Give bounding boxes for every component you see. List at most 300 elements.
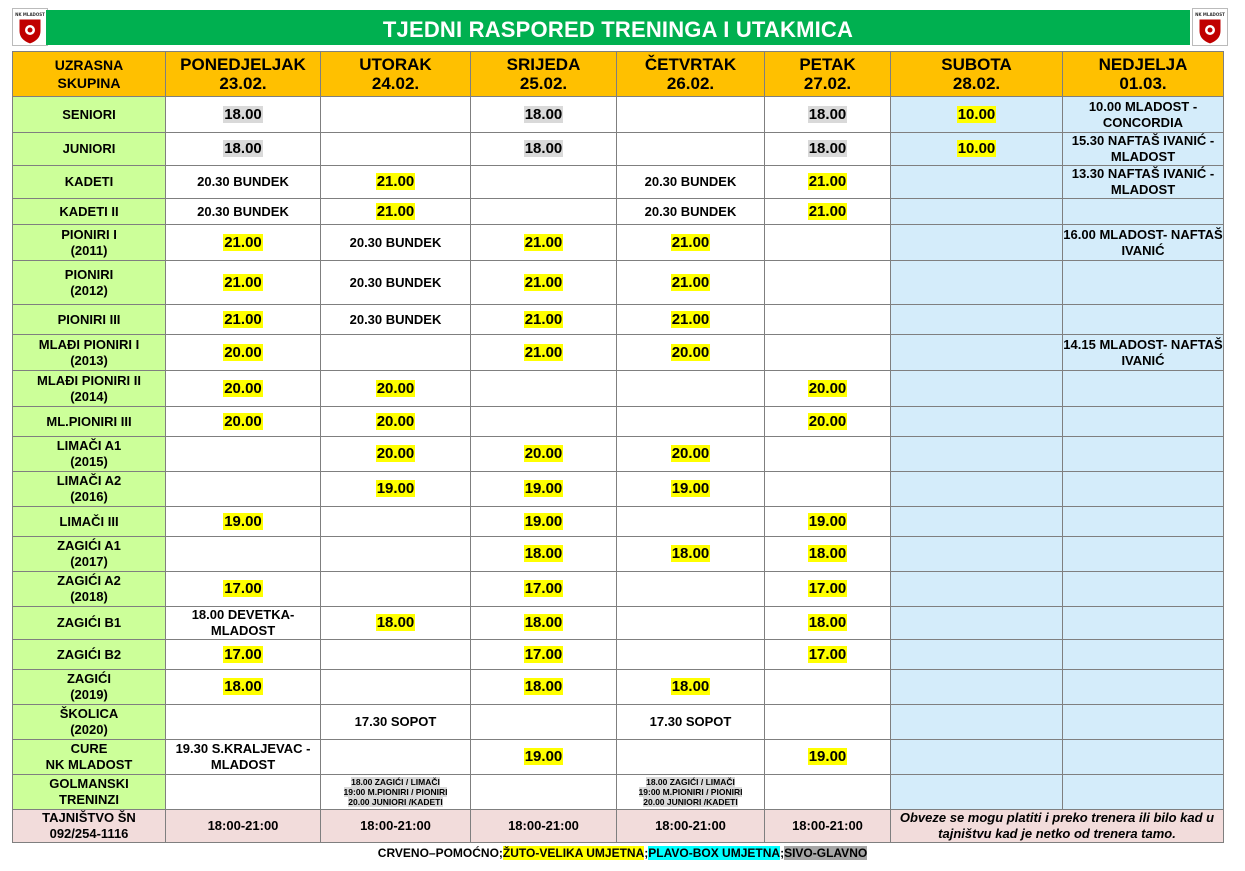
club-logo-left bbox=[12, 8, 48, 46]
group-cell bbox=[13, 305, 166, 335]
schedule-cell bbox=[765, 407, 891, 437]
group-label-line: ŠKOLICA bbox=[59, 706, 119, 721]
table-row bbox=[13, 705, 1224, 740]
table-row bbox=[13, 537, 1224, 572]
goalkeeper-line: 19:00 M.PIONIRI / PIONIRI bbox=[638, 787, 743, 797]
schedule-cell bbox=[471, 705, 617, 740]
time-badge: 18.00 bbox=[671, 545, 710, 562]
time-badge: 21.00 bbox=[524, 343, 563, 361]
table-row bbox=[13, 472, 1224, 507]
time-badge: 17.00 bbox=[524, 645, 563, 663]
group-cell bbox=[13, 640, 166, 670]
time-badge: 17.00 bbox=[524, 580, 563, 597]
time-badge: 21.00 bbox=[524, 310, 563, 328]
group-label-line: TAJNIŠTVO ŠN bbox=[42, 810, 136, 825]
group-label-line: ML.PIONIRI III bbox=[46, 413, 132, 429]
group-label-line: (2015) bbox=[70, 454, 108, 469]
schedule-cell bbox=[1063, 437, 1224, 472]
office-hours: 18:00-21:00 bbox=[321, 810, 471, 843]
schedule-cell bbox=[617, 472, 765, 507]
schedule-cell bbox=[321, 437, 471, 472]
group-label-line: LIMAČI III bbox=[59, 513, 119, 529]
time-badge: 17.00 bbox=[224, 645, 262, 663]
schedule-cell bbox=[617, 97, 765, 133]
group-cell bbox=[13, 261, 166, 305]
schedule-cell bbox=[765, 335, 891, 371]
time-badge: 21.00 bbox=[524, 233, 563, 251]
schedule-cell bbox=[471, 305, 617, 335]
group-label-line: MLAĐI PIONIRI II bbox=[37, 372, 141, 388]
schedule-cell bbox=[765, 225, 891, 261]
schedule-cell bbox=[765, 97, 891, 133]
group-label-line: (2017) bbox=[70, 554, 108, 569]
schedule-cell bbox=[166, 371, 321, 407]
schedule-cell bbox=[765, 133, 891, 166]
schedule-cell bbox=[1063, 305, 1224, 335]
schedule-cell bbox=[166, 199, 321, 225]
schedule-cell bbox=[321, 572, 471, 607]
table-row bbox=[13, 775, 1224, 810]
schedule-cell bbox=[1063, 640, 1224, 670]
schedule-cell bbox=[617, 775, 765, 810]
legend-blue-label: PLAVO bbox=[648, 846, 689, 860]
schedule-cell bbox=[891, 740, 1063, 775]
schedule-cell bbox=[471, 225, 617, 261]
schedule-cell bbox=[471, 670, 617, 705]
table-row bbox=[13, 640, 1224, 670]
location-time: 17.30 SOPOT bbox=[649, 714, 732, 729]
group-label-line: SKUPINA bbox=[57, 75, 121, 91]
group-cell bbox=[13, 705, 166, 740]
match-text: 19.30 S.KRALJEVAC - MLADOST bbox=[175, 741, 311, 772]
office-hours: 18:00-21:00 bbox=[166, 810, 321, 843]
day-date: 27.02. bbox=[803, 74, 852, 93]
schedule-cell bbox=[1063, 225, 1224, 261]
day-date: 23.02. bbox=[219, 74, 267, 93]
time-badge: 18.00 bbox=[224, 140, 262, 157]
day-date: 28.02. bbox=[952, 74, 1001, 93]
schedule-cell bbox=[617, 705, 765, 740]
group-label-line: PIONIRI bbox=[64, 266, 114, 282]
goalkeeper-times bbox=[321, 777, 470, 807]
time-badge: 18.00 bbox=[524, 678, 563, 695]
time-badge: 17.00 bbox=[224, 580, 262, 597]
schedule-cell bbox=[1063, 166, 1224, 199]
schedule-cell bbox=[891, 705, 1063, 740]
time-badge: 21.00 bbox=[524, 273, 563, 291]
schedule-cell bbox=[617, 407, 765, 437]
schedule-cell bbox=[1063, 537, 1224, 572]
table-row bbox=[13, 572, 1224, 607]
schedule-cell bbox=[321, 740, 471, 775]
table-row bbox=[13, 261, 1224, 305]
time-badge: 20.00 bbox=[224, 343, 262, 361]
group-label-line: UZRASNA bbox=[54, 57, 124, 73]
schedule-cell bbox=[321, 133, 471, 166]
time-badge: 18.00 bbox=[524, 545, 563, 562]
table-row bbox=[13, 407, 1224, 437]
group-cell bbox=[13, 437, 166, 472]
group-cell bbox=[13, 407, 166, 437]
group-cell bbox=[13, 507, 166, 537]
location-time: 20.30 BUNDEK bbox=[197, 174, 289, 189]
schedule-cell bbox=[471, 97, 617, 133]
location-time: 20.30 BUNDEK bbox=[197, 203, 289, 219]
time-badge: 20.00 bbox=[524, 445, 563, 462]
table-row bbox=[13, 225, 1224, 261]
time-badge: 10.00 bbox=[957, 105, 996, 123]
day-date: 24.02. bbox=[371, 74, 420, 93]
color-legend bbox=[0, 846, 1245, 860]
day-name: PONEDJELJAK bbox=[180, 55, 306, 74]
table-row bbox=[13, 97, 1224, 133]
schedule-cell bbox=[471, 166, 617, 199]
goalkeeper-line: 20.00 JUNIORI /KADETI bbox=[643, 797, 738, 807]
schedule-cell bbox=[617, 335, 765, 371]
schedule-cell bbox=[617, 305, 765, 335]
time-badge: 19.00 bbox=[524, 748, 563, 765]
schedule-cell bbox=[166, 607, 321, 640]
schedule-cell bbox=[321, 371, 471, 407]
schedule-cell bbox=[891, 335, 1063, 371]
schedule-cell bbox=[471, 199, 617, 225]
group-label-line: JUNIORI bbox=[62, 141, 116, 156]
time-badge: 19.00 bbox=[224, 512, 262, 530]
header-day-1 bbox=[321, 52, 471, 97]
group-cell bbox=[13, 225, 166, 261]
header-day-0 bbox=[166, 52, 321, 97]
group-cell bbox=[13, 335, 166, 371]
match-text: 16.00 MLADOST- NAFTAŠ IVANIĆ bbox=[1063, 226, 1223, 258]
group-label-line: (2011) bbox=[70, 242, 108, 258]
match-text: 15.30 NAFTAŠ IVANIĆ - MLADOST bbox=[1071, 133, 1215, 164]
table-row bbox=[13, 335, 1224, 371]
schedule-cell bbox=[471, 371, 617, 407]
location-time: 17.30 SOPOT bbox=[354, 714, 437, 729]
schedule-cell bbox=[321, 407, 471, 437]
schedule-cell bbox=[891, 670, 1063, 705]
schedule-cell bbox=[891, 199, 1063, 225]
legend-yellow-label: ŽUTO bbox=[502, 846, 536, 860]
day-name: NEDJELJA bbox=[1098, 55, 1188, 74]
group-label-line: (2016) bbox=[70, 489, 108, 504]
schedule-cell bbox=[891, 166, 1063, 199]
schedule-cell bbox=[765, 437, 891, 472]
schedule-cell bbox=[471, 335, 617, 371]
time-badge: 19.00 bbox=[808, 748, 847, 765]
time-badge: 19.00 bbox=[671, 480, 710, 497]
table-row bbox=[13, 607, 1224, 640]
group-label-line: (2014) bbox=[70, 388, 108, 404]
time-badge: 18.00 bbox=[808, 545, 847, 562]
group-cell bbox=[13, 740, 166, 775]
match-text: 10.00 MLADOST - CONCORDIA bbox=[1088, 98, 1198, 130]
schedule-cell bbox=[891, 537, 1063, 572]
time-badge: 18.00 bbox=[224, 678, 262, 695]
group-label-line: ZAGIĆI B1 bbox=[56, 615, 122, 630]
schedule-cell bbox=[765, 740, 891, 775]
group-label-line: (2012) bbox=[70, 282, 108, 298]
schedule-cell bbox=[617, 133, 765, 166]
table-row bbox=[13, 166, 1224, 199]
schedule-cell bbox=[1063, 607, 1224, 640]
group-label-line: (2013) bbox=[70, 352, 108, 368]
group-cell bbox=[13, 371, 166, 407]
group-label-line: CURE bbox=[70, 741, 108, 756]
office-hours: 18:00-21:00 bbox=[617, 810, 765, 843]
schedule-cell bbox=[1063, 261, 1224, 305]
schedule-cell bbox=[891, 572, 1063, 607]
time-badge: 17.00 bbox=[808, 580, 847, 597]
schedule-cell bbox=[617, 607, 765, 640]
schedule-cell bbox=[471, 640, 617, 670]
schedule-cell bbox=[891, 305, 1063, 335]
group-label-line: GOLMANSKI bbox=[49, 776, 129, 791]
schedule-cell bbox=[891, 225, 1063, 261]
schedule-cell bbox=[1063, 670, 1224, 705]
time-badge: 20.00 bbox=[224, 412, 262, 430]
schedule-cell bbox=[321, 775, 471, 810]
time-badge: 18.00 bbox=[524, 105, 563, 123]
schedule-cell bbox=[765, 507, 891, 537]
club-logo-right bbox=[1192, 8, 1228, 46]
schedule-cell bbox=[1063, 507, 1224, 537]
time-badge: 18.00 bbox=[224, 105, 262, 123]
schedule-cell bbox=[765, 371, 891, 407]
time-badge: 18.00 bbox=[671, 678, 710, 695]
schedule-cell bbox=[765, 537, 891, 572]
schedule-cell bbox=[166, 507, 321, 537]
table-row bbox=[13, 133, 1224, 166]
time-badge: 19.00 bbox=[808, 512, 847, 530]
schedule-cell bbox=[166, 133, 321, 166]
schedule-cell bbox=[1063, 371, 1224, 407]
schedule-cell bbox=[617, 572, 765, 607]
schedule-cell bbox=[617, 507, 765, 537]
header-day-2 bbox=[471, 52, 617, 97]
schedule-cell bbox=[617, 740, 765, 775]
goalkeeper-line: 18.00 ZAGIĆI / LIMAČI bbox=[351, 777, 440, 787]
time-badge: 18.00 bbox=[808, 105, 847, 123]
schedule-cell bbox=[471, 472, 617, 507]
schedule-table bbox=[12, 51, 1224, 843]
schedule-cell bbox=[471, 507, 617, 537]
group-cell bbox=[13, 166, 166, 199]
schedule-cell bbox=[891, 775, 1063, 810]
group-cell bbox=[13, 607, 166, 640]
legend-sep: ; bbox=[780, 846, 785, 860]
group-cell bbox=[13, 472, 166, 507]
schedule-cell bbox=[891, 97, 1063, 133]
header-day-6 bbox=[1063, 52, 1224, 97]
goalkeeper-line: 19:00 M.PIONIRI / PIONIRI bbox=[343, 787, 448, 797]
table-row bbox=[13, 437, 1224, 472]
schedule-cell bbox=[765, 572, 891, 607]
schedule-cell bbox=[617, 437, 765, 472]
schedule-cell bbox=[321, 472, 471, 507]
group-label-line: ZAGIĆI A2 bbox=[57, 573, 121, 588]
schedule-cell bbox=[617, 166, 765, 199]
group-label-line: PIONIRI I bbox=[61, 226, 117, 242]
schedule-cell bbox=[166, 705, 321, 740]
time-badge: 20.00 bbox=[671, 445, 710, 462]
day-name: UTORAK bbox=[359, 55, 432, 74]
group-label-line: NK MLADOST bbox=[45, 757, 133, 772]
group-cell bbox=[13, 572, 166, 607]
schedule-cell bbox=[617, 537, 765, 572]
group-cell bbox=[13, 670, 166, 705]
time-badge: 17.00 bbox=[808, 645, 847, 663]
time-badge: 20.00 bbox=[224, 379, 262, 397]
match-text: 14.15 MLADOST- NAFTAŠ IVANIĆ bbox=[1063, 336, 1223, 368]
schedule-cell bbox=[321, 705, 471, 740]
schedule-cell bbox=[166, 670, 321, 705]
schedule-cell bbox=[471, 537, 617, 572]
table-row bbox=[13, 199, 1224, 225]
time-badge: 21.00 bbox=[376, 173, 415, 190]
schedule-cell bbox=[891, 407, 1063, 437]
group-cell bbox=[13, 97, 166, 133]
schedule-cell bbox=[765, 670, 891, 705]
day-date: 26.02. bbox=[666, 74, 715, 93]
schedule-cell bbox=[765, 305, 891, 335]
time-badge: 18.00 bbox=[376, 614, 415, 631]
legend-red: CRVENO–POMOĆNO; bbox=[377, 846, 503, 860]
legend-blue-text: -BOX UMJETNA bbox=[688, 846, 781, 860]
schedule-cell bbox=[166, 437, 321, 472]
group-label-line: (2020) bbox=[70, 722, 108, 737]
time-badge: 21.00 bbox=[808, 202, 847, 220]
schedule-cell bbox=[1063, 407, 1224, 437]
schedule-cell bbox=[166, 97, 321, 133]
schedule-cell bbox=[765, 705, 891, 740]
schedule-cell bbox=[765, 640, 891, 670]
schedule-cell bbox=[166, 261, 321, 305]
schedule-cell bbox=[321, 607, 471, 640]
goalkeeper-line: 20.00 JUNIORI /KADETI bbox=[348, 797, 443, 807]
schedule-cell bbox=[471, 407, 617, 437]
schedule-cell bbox=[471, 607, 617, 640]
office-contact bbox=[13, 810, 166, 843]
schedule-cell bbox=[1063, 335, 1224, 371]
group-cell bbox=[13, 199, 166, 225]
schedule-cell bbox=[321, 97, 471, 133]
time-badge: 20.00 bbox=[808, 412, 847, 430]
time-badge: 20.00 bbox=[376, 412, 415, 430]
time-badge: 10.00 bbox=[957, 140, 996, 157]
time-badge: 21.00 bbox=[376, 202, 415, 220]
schedule-cell bbox=[166, 407, 321, 437]
office-hours: 18:00-21:00 bbox=[765, 810, 891, 843]
schedule-cell bbox=[1063, 705, 1224, 740]
header-day-3 bbox=[617, 52, 765, 97]
schedule-cell bbox=[765, 607, 891, 640]
header-row bbox=[13, 52, 1224, 97]
group-label-line: MLAĐI PIONIRI I bbox=[38, 336, 140, 352]
location-time: 20.30 BUNDEK bbox=[644, 203, 737, 219]
goalkeeper-line: 18.00 ZAGIĆI / LIMAČI bbox=[646, 777, 735, 787]
table-row bbox=[13, 371, 1224, 407]
schedule-cell bbox=[1063, 133, 1224, 166]
svg-text:NK MLADOST: NK MLADOST bbox=[1195, 12, 1225, 17]
day-date: 01.03. bbox=[1119, 74, 1167, 93]
group-label-line: ZAGIĆI bbox=[66, 671, 112, 686]
legend-yellow-text: -VELIKA UMJETNA bbox=[535, 846, 645, 860]
time-badge: 19.00 bbox=[376, 480, 415, 497]
table-row bbox=[13, 305, 1224, 335]
time-badge: 18.00 bbox=[524, 614, 563, 631]
table-row bbox=[13, 740, 1224, 775]
goalkeeper-times bbox=[617, 777, 764, 807]
schedule-cell bbox=[1063, 472, 1224, 507]
group-label-line: SENIORI bbox=[62, 106, 116, 122]
group-label-line: 092/254-1116 bbox=[49, 826, 129, 841]
schedule-cell bbox=[471, 572, 617, 607]
legend-sep: ; bbox=[644, 846, 649, 860]
schedule-cell bbox=[321, 199, 471, 225]
group-label-line: PIONIRI III bbox=[57, 311, 121, 327]
group-label-line: (2018) bbox=[70, 589, 108, 604]
schedule-cell bbox=[617, 371, 765, 407]
group-label-line: KADETI II bbox=[59, 203, 119, 219]
header-group-label bbox=[13, 52, 166, 97]
schedule-cell bbox=[891, 437, 1063, 472]
time-badge: 18.00 bbox=[808, 614, 847, 631]
schedule-cell bbox=[617, 670, 765, 705]
time-badge: 18.00 bbox=[808, 140, 847, 157]
schedule-cell bbox=[321, 507, 471, 537]
table-row bbox=[13, 670, 1224, 705]
schedule-cell bbox=[321, 670, 471, 705]
day-name: SRIJEDA bbox=[506, 55, 581, 74]
header-day-5 bbox=[891, 52, 1063, 97]
schedule-cell bbox=[166, 572, 321, 607]
schedule-cell bbox=[617, 199, 765, 225]
header-day-4 bbox=[765, 52, 891, 97]
time-badge: 20.00 bbox=[671, 343, 710, 361]
day-date: 25.02. bbox=[519, 74, 568, 93]
day-name: SUBOTA bbox=[941, 55, 1012, 74]
schedule-cell bbox=[321, 537, 471, 572]
schedule-cell bbox=[617, 261, 765, 305]
time-badge: 20.00 bbox=[376, 445, 415, 462]
location-time: 20.30 BUNDEK bbox=[644, 174, 737, 189]
schedule-cell bbox=[891, 640, 1063, 670]
schedule-cell bbox=[166, 537, 321, 572]
schedule-cell bbox=[321, 225, 471, 261]
time-badge: 21.00 bbox=[224, 233, 262, 251]
schedule-cell bbox=[765, 261, 891, 305]
group-label-line: LIMAČI A1 bbox=[56, 438, 122, 453]
time-badge: 21.00 bbox=[671, 273, 710, 291]
legend-grey-text: -GLAVNO bbox=[812, 846, 868, 860]
time-badge: 21.00 bbox=[671, 233, 710, 251]
schedule-cell bbox=[1063, 572, 1224, 607]
schedule-cell bbox=[321, 640, 471, 670]
day-name: PETAK bbox=[799, 55, 856, 74]
payment-note: Obveze se mogu platiti i preko trenera ili bilo kad u tajništvu kad je netko od trenera tamo. bbox=[891, 810, 1224, 843]
group-cell bbox=[13, 537, 166, 572]
schedule-cell bbox=[617, 640, 765, 670]
legend-grey-label: SIVO bbox=[784, 846, 813, 860]
schedule-cell bbox=[765, 472, 891, 507]
time-badge: 18.00 bbox=[524, 140, 563, 157]
schedule-cell bbox=[471, 740, 617, 775]
schedule-cell bbox=[891, 507, 1063, 537]
location-time: 20.30 BUNDEK bbox=[349, 234, 442, 250]
group-label-line: KADETI bbox=[64, 174, 114, 189]
schedule-cell bbox=[617, 225, 765, 261]
